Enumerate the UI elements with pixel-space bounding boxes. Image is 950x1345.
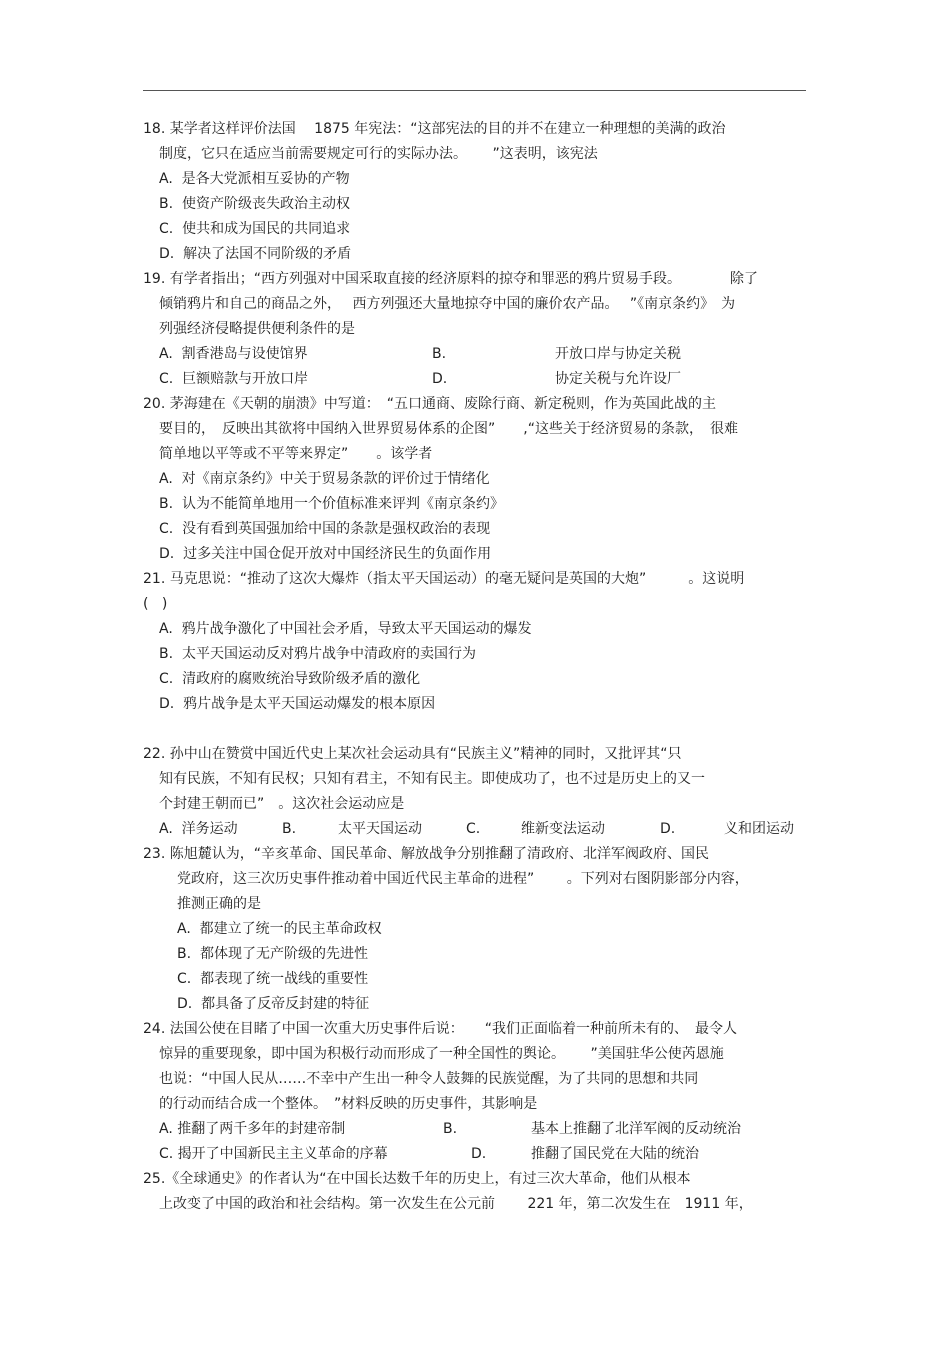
q19-option-b-letter: B. xyxy=(432,346,447,362)
q24-option-b-letter: B. xyxy=(443,1121,458,1137)
q24-option-d-letter: D. xyxy=(471,1146,487,1162)
q22-stem-line-2: 知有民族，不知有民权；只知有君主，不知有民主。即使成功了，也不过是历史上的又一 xyxy=(159,771,705,787)
q23-option-c: C. 都表现了统一战线的重要性 xyxy=(177,971,369,987)
q18-stem-line-1: 18. 某学者这样评价法国 1875 年宪法：“这部宪法的目的并不在建立一种理想的美满的政治 xyxy=(143,121,726,137)
q19-stem-line-3: 列强经济侵略提供便利条件的是 xyxy=(159,321,355,337)
q20-option-a: A. 对《南京条约》中关于贸易条款的评价过于情绪化 xyxy=(159,471,490,487)
q19-option-a: A. 割香港岛与设使馆界 xyxy=(159,346,308,362)
q18-option-d: D. 解决了法国不同阶级的矛盾 xyxy=(159,246,352,262)
q22-option-c-text: 维新变法运动 xyxy=(521,821,605,837)
q19-stem-line-2: 倾销鸦片和自己的商品之外， 西方列强还大量地掠夺中国的廉价农产品。 ”《南京条约》 为 xyxy=(159,296,736,312)
q21-option-c: C. 清政府的腐败统治导致阶级矛盾的激化 xyxy=(159,671,421,687)
q23-stem-line-3: 推测正确的是 xyxy=(177,896,261,912)
header-rule xyxy=(143,90,806,91)
q24-stem-line-2: 惊异的重要现象，即中国为积极行动而形成了一种全国性的舆论。 ”美国驻华公使芮恩施 xyxy=(159,1046,724,1062)
q19-option-d-letter: D. xyxy=(432,371,448,387)
q21-option-d: D. 鸦片战争是太平天国运动爆发的根本原因 xyxy=(159,696,436,712)
q21-answer-blank: ( ) xyxy=(143,596,168,612)
q22-option-b-text: 太平天国运动 xyxy=(338,821,422,837)
q23-stem-line-1: 23. 陈旭麓认为，“辛亥革命、国民革命、解放战争分别推翻了清政府、北洋军阀政府、国民 xyxy=(143,846,709,862)
q19-option-c: C. 巨额赔款与开放口岸 xyxy=(159,371,309,387)
q18-stem-line-2: 制度，它只在适应当前需要规定可行的实际办法。 ”这表明，该宪法 xyxy=(159,146,598,162)
q22-option-b-letter: B. xyxy=(282,821,297,837)
q25-stem-line-2: 上改变了中国的政治和社会结构。第一次发生在公元前 221 年，第二次发生在 1911 年， xyxy=(159,1196,753,1212)
q19-option-b-text: 开放口岸与协定关税 xyxy=(555,346,681,362)
q18-option-b: B. 使资产阶级丧失政治主动权 xyxy=(159,196,350,212)
q24-option-b-text: 基本上推翻了北洋军阀的反动统治 xyxy=(531,1121,741,1137)
q20-option-b: B. 认为不能简单地用一个价值标准来评判《南京条约》 xyxy=(159,496,504,512)
q22-stem-line-3: 个封建王朝而已” 。这次社会运动应是 xyxy=(159,796,405,812)
q24-stem-line-3: 也说：“中国人民从……不幸中产生出一种令人鼓舞的民族觉醒，为了共同的思想和共同 xyxy=(159,1071,699,1087)
q24-option-c: C. 揭开了中国新民主主义革命的序幕 xyxy=(159,1146,388,1162)
q22-stem-line-1: 22. 孙中山在赞赏中国近代史上某次社会运动具有“民族主义”精神的同时，又批评其“只 xyxy=(143,746,682,762)
q19-stem-line-1: 19. 有学者指出；“西方列强对中国采取直接的经济原料的掠夺和罪恶的鸦片贸易手段。 除了 xyxy=(143,271,758,287)
q20-stem-line-2: 要目的， 反映出其欲将中国纳入世界贸易体系的企图” ,“这些关于经济贸易的条款， 很难 xyxy=(159,421,738,437)
q23-option-a: A. 都建立了统一的民主革命政权 xyxy=(177,921,382,937)
q18-option-c: C. 使共和成为国民的共同追求 xyxy=(159,221,351,237)
q23-stem-line-2: 党政府，这三次历史事件推动着中国近代民主革命的进程” 。下列对右图阴影部分内容， xyxy=(177,871,749,887)
q22-option-a: A. 洋务运动 xyxy=(159,821,238,837)
q22-option-d-text: 义和团运动 xyxy=(724,821,794,837)
q20-option-d: D. 过多关注中国仓促开放对中国经济民生的负面作用 xyxy=(159,546,492,562)
q24-stem-line-1: 24. 法国公使在目睹了中国一次重大历史事件后说： “我们正面临着一种前所未有的、 最令人 xyxy=(143,1021,737,1037)
q20-stem-line-3: 简单地以平等或不平等来界定” 。该学者 xyxy=(159,446,433,462)
q24-stem-line-4: 的行动而结合成一个整体。 ”材料反映的历史事件，其影响是 xyxy=(159,1096,538,1112)
q21-option-b: B. 太平天国运动反对鸦片战争中清政府的卖国行为 xyxy=(159,646,476,662)
q21-stem-line-1: 21. 马克思说：“推动了这次大爆炸（指太平天国运动）的毫无疑问是英国的大炮” 。这说明 xyxy=(143,571,745,587)
q20-stem-line-1: 20. 茅海建在《天朝的崩溃》中写道： “五口通商、废除行商、新定税则，作为英国此战的主 xyxy=(143,396,716,412)
q22-option-d-letter: D. xyxy=(660,821,676,837)
q19-option-d-text: 协定关税与允许设厂 xyxy=(555,371,681,387)
q25-stem-line-1: 25.《全球通史》的作者认为“在中国长达数千年的历史上，有过三次大革命，他们从根本 xyxy=(143,1171,691,1187)
q22-option-c-letter: C. xyxy=(466,821,481,837)
q24-option-d-text: 推翻了国民党在大陆的统治 xyxy=(531,1146,699,1162)
q20-option-c: C. 没有看到英国强加给中国的条款是强权政治的表现 xyxy=(159,521,491,537)
q23-option-d: D. 都具备了反帝反封建的特征 xyxy=(177,996,370,1012)
q23-option-b: B. 都体现了无产阶级的先进性 xyxy=(177,946,368,962)
q24-option-a: A. 推翻了两千多年的封建帝制 xyxy=(159,1121,346,1137)
q18-option-a: A. 是各大党派相互妥协的产物 xyxy=(159,171,350,187)
q21-option-a: A. 鸦片战争激化了中国社会矛盾，导致太平天国运动的爆发 xyxy=(159,621,532,637)
